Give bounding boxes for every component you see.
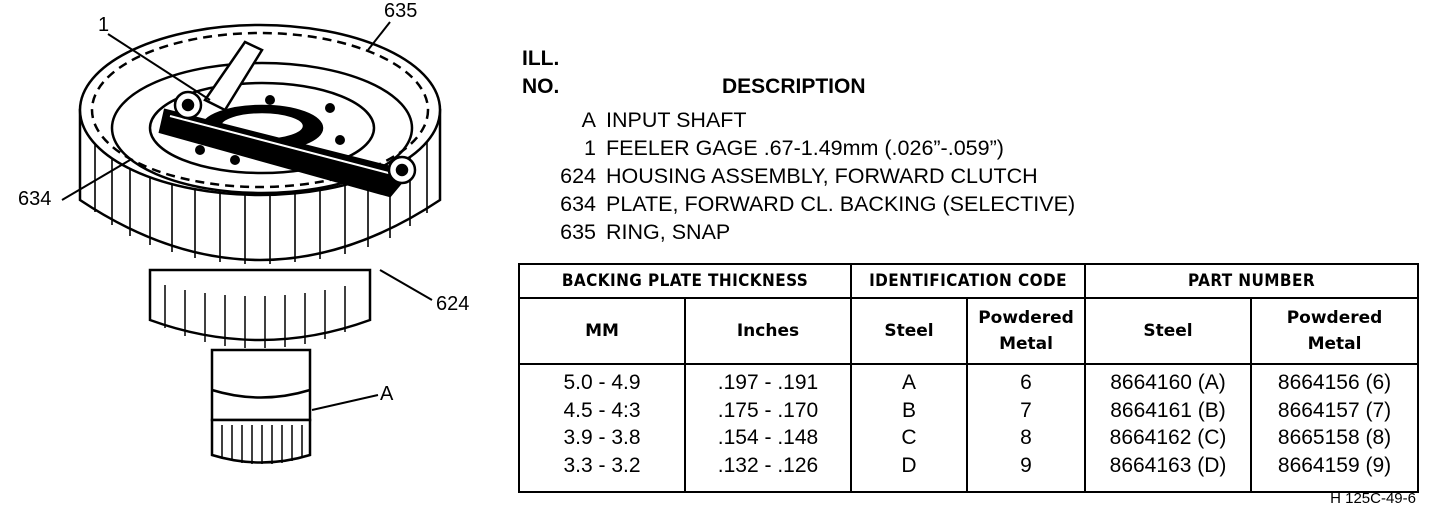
table-cell: 8 <box>1020 426 1032 449</box>
table-body-row <box>519 364 1418 492</box>
table-cell: 3.9 - 3.8 <box>563 426 641 449</box>
legend-item <box>528 134 1075 162</box>
callout-A: A <box>380 383 394 405</box>
legend-item-code: 1 <box>584 136 596 160</box>
column-part-powdered-metal <box>1251 364 1418 492</box>
housing-lower-hub <box>150 270 370 348</box>
callout-634: 634 <box>18 188 52 210</box>
figure-reference: H 125C-49-6 <box>1330 490 1416 507</box>
legend-item <box>528 218 1075 246</box>
legend-item-code: A <box>581 108 596 132</box>
table-cell: 8664156 (6) <box>1277 371 1392 394</box>
column-inches <box>685 364 851 492</box>
table-cell: 6 <box>1020 371 1032 394</box>
table-cell: B <box>901 398 916 422</box>
legend-item-code: 624 <box>560 164 596 188</box>
col-header-part-steel: Steel <box>1085 298 1251 364</box>
callout-624: 624 <box>436 293 470 315</box>
legend-item <box>528 106 1075 134</box>
legend-no-label: NO. <box>522 75 560 98</box>
header-identification-code: IDENTIFICATION CODE <box>851 264 1085 298</box>
legend-ill-label: ILL. <box>522 47 560 70</box>
table-cell: 8664162 (C) <box>1109 426 1227 449</box>
table-cell: 4.5 - 4:3 <box>563 398 641 422</box>
callout-635: 635 <box>384 0 418 22</box>
legend-item-text: PLATE, FORWARD CL. BACKING (SELECTIVE) <box>606 192 1076 216</box>
table-cell: .175 - .170 <box>717 398 819 422</box>
legend-item-text: FEELER GAGE .67-1.49mm (.026”-.059”) <box>606 136 1004 160</box>
table-cell: 9 <box>1020 453 1032 477</box>
header-backing-plate-thickness: BACKING PLATE THICKNESS <box>519 264 851 298</box>
table-cell: C <box>901 426 917 449</box>
legend-item-code: 635 <box>560 220 596 244</box>
column-code-steel <box>851 364 967 492</box>
legend-description-label: DESCRIPTION <box>722 75 866 98</box>
col-header-code-steel: Steel <box>851 298 967 364</box>
table-cell: .132 - .126 <box>717 453 819 477</box>
table-cell: 5.0 - 4.9 <box>563 371 641 394</box>
backing-plate-spec-table <box>518 263 1419 493</box>
column-code-powdered-metal <box>967 364 1085 492</box>
legend-item-text: RING, SNAP <box>606 220 731 244</box>
table-cell: .197 - .191 <box>717 371 819 394</box>
table-cell: .154 - .148 <box>717 426 819 449</box>
table-cell: 8664157 (7) <box>1277 398 1392 422</box>
callout-1: 1 <box>98 14 110 36</box>
table-cell: D <box>901 453 917 477</box>
input-shaft <box>212 350 310 464</box>
col-header-mm: MM <box>519 298 685 364</box>
legend-item <box>528 190 1075 218</box>
header-part-number: PART NUMBER <box>1085 264 1418 298</box>
table-cell: 8664159 (9) <box>1277 453 1392 477</box>
col-header-inches: Inches <box>685 298 851 364</box>
table-cell: A <box>901 371 916 394</box>
table-cell: 8664160 (A) <box>1110 371 1226 394</box>
clutch-housing-illustration <box>0 0 500 518</box>
legend-item-text: HOUSING ASSEMBLY, FORWARD CLUTCH <box>606 164 1038 188</box>
table-cell: 7 <box>1020 398 1032 422</box>
legend-item-text: INPUT SHAFT <box>606 108 747 132</box>
legend-item <box>528 162 1075 190</box>
col-header-part-powdered-metal: Powdered Metal <box>1251 298 1418 364</box>
table-cell: 3.3 - 3.2 <box>563 453 641 477</box>
table-group-header-row <box>519 264 1418 298</box>
parts-legend <box>528 106 1075 246</box>
table-cell: 8665158 (8) <box>1277 426 1392 449</box>
col-header-code-powdered-metal: Powdered Metal <box>967 298 1085 364</box>
table-cell: 8664163 (D) <box>1109 453 1227 477</box>
legend-item-code: 634 <box>560 192 596 216</box>
column-mm <box>519 364 685 492</box>
table-column-header-row <box>519 298 1418 364</box>
column-part-steel <box>1085 364 1251 492</box>
table-cell: 8664161 (B) <box>1110 398 1226 422</box>
